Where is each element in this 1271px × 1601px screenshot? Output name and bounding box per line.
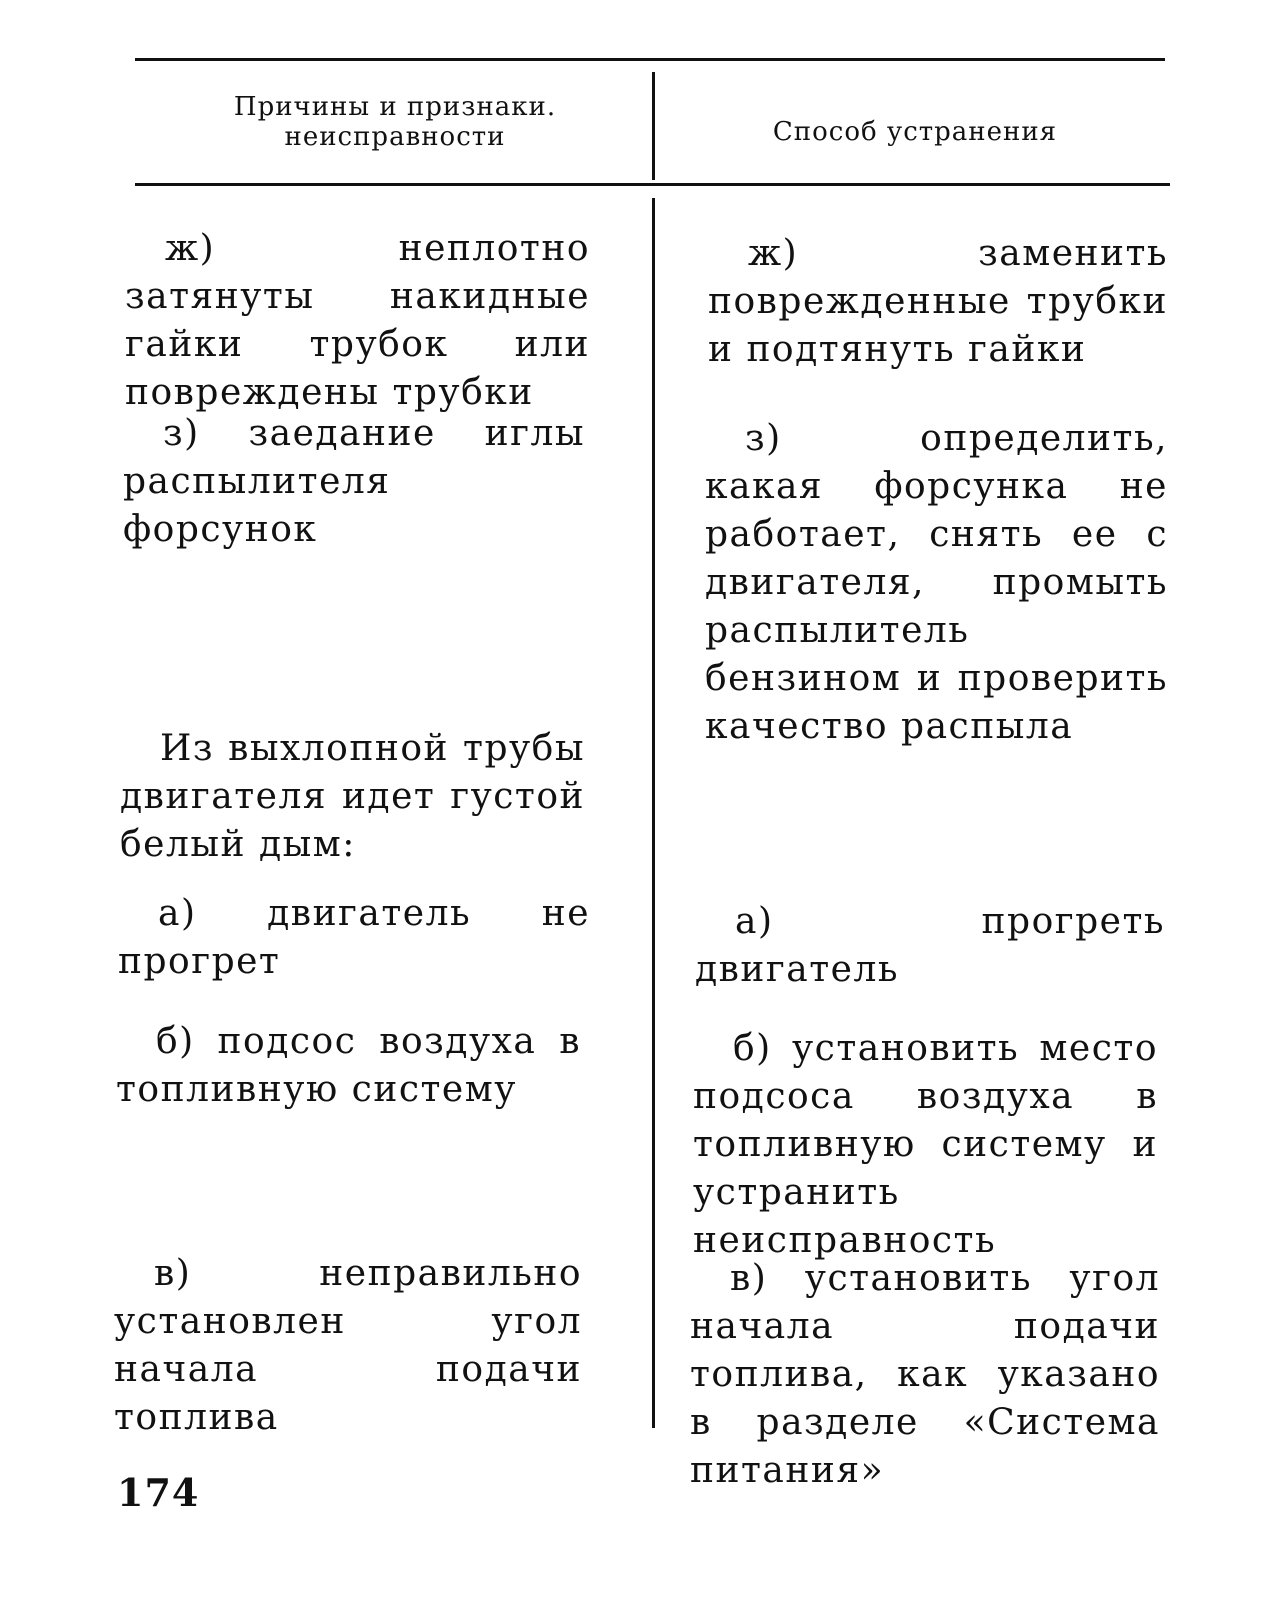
- symptom-white-smoke: Из выхлопной трубы двигателя идет густой белый дым:: [120, 728, 585, 865]
- remedy-zh: ж) заменить поврежденные трубки и подтянуть гайки: [708, 233, 1168, 370]
- remedy-z: з) определить, какая форсунка не работает, снять ее с двигателя, промыть распылитель бензином и проверить качество распыла: [705, 418, 1168, 747]
- header-causes: Причины и признаки. неисправности: [233, 92, 557, 152]
- cause-v: в) неправильно установлен угол начала подачи топлива: [114, 1253, 582, 1438]
- body-column-divider: [652, 198, 655, 1428]
- remedy-v: в) установить угол начала подачи топлива, как указано в разделе «Система питания»: [690, 1258, 1160, 1491]
- header-bottom-rule: [135, 183, 1170, 186]
- cause-a: а) двигатель не прогрет: [118, 893, 590, 982]
- header-column-divider: [652, 72, 655, 180]
- remedy-b: б) установить место подсоса воздуха в топливную систему и устранить неисправность: [693, 1028, 1158, 1261]
- page-number: 174: [117, 1470, 200, 1515]
- remedy-a: а) прогреть двигатель: [695, 901, 1165, 990]
- cause-b: б) подсос воздуха в топливную систему: [116, 1021, 581, 1110]
- cause-zh: ж) неплотно затянуты накидные гайки трубок или повреждены трубки: [125, 228, 590, 413]
- header-remedy: Способ устранения: [772, 117, 1058, 147]
- cause-z: з) заедание иглы распылителя форсунок: [123, 413, 585, 550]
- table-top-rule: [135, 58, 1165, 61]
